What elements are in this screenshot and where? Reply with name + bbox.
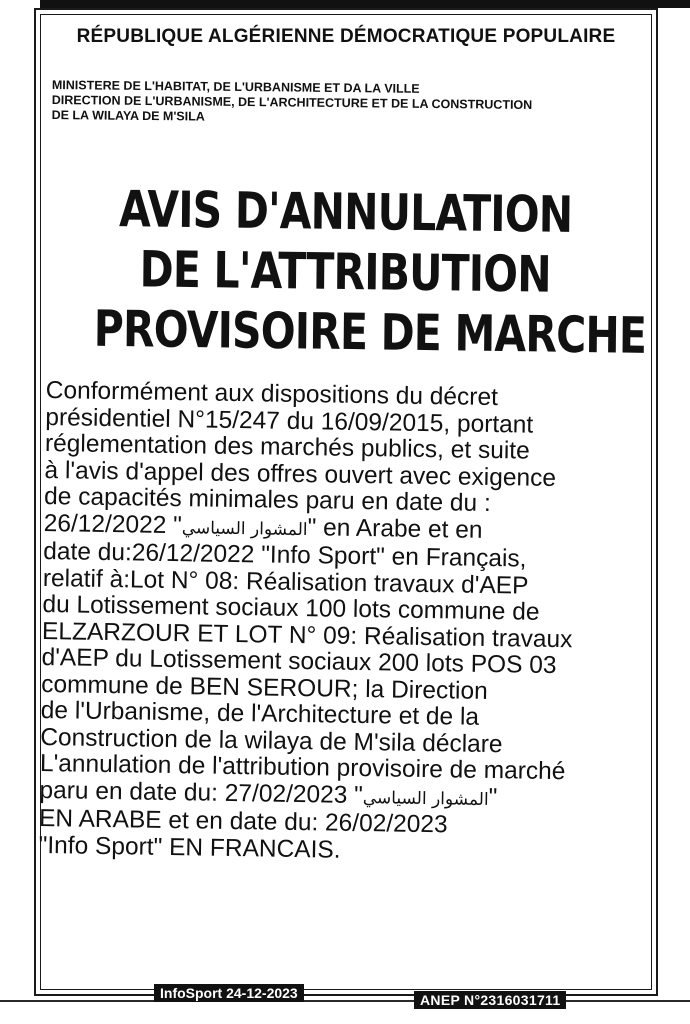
title-line: PROVISOIRE DE MARCHE xyxy=(93,299,647,365)
anep-number-badge: ANEP N°2316031711 xyxy=(414,991,566,1009)
publication-date-badge: InfoSport 24-12-2023 xyxy=(154,984,304,1002)
body-line: à l'avis d'appel des offres ouvert avec exigence xyxy=(44,456,557,492)
body-fragment: " xyxy=(488,783,498,811)
body-fragment: " en Arabe et en xyxy=(307,513,483,544)
body-fragment: paru en date du: 27/02/2023 " xyxy=(39,776,364,809)
notice-body xyxy=(38,378,655,869)
ministry-line: DIRECTION DE L'URBANISME, DE L'ARCHITECTURE ET DE LA CONSTRUCTION xyxy=(51,92,533,113)
bottom-rule xyxy=(0,1000,690,1002)
body-line: présidentiel N°15/247 du 16/09/2015, portant xyxy=(45,403,534,439)
arabic-newspaper-name: المشوار السياسي xyxy=(181,517,308,540)
body-fragment: 26/12/2022 " xyxy=(43,509,183,539)
republic-heading: RÉPUBLIQUE ALGÉRIENNE DÉMOCRATIQUE POPULAIRE xyxy=(76,26,616,47)
body-line: EN ARABE et en date du: 26/02/2023 xyxy=(38,804,448,839)
ministry-line: MINISTERE DE L'HABITAT, DE L'URBANISME ET DA LA VILLE xyxy=(51,78,420,96)
title-line: AVIS D'ANNULATION xyxy=(118,180,573,244)
body-line: du Lotissement sociaux 100 lots commune de xyxy=(42,590,540,626)
body-line: ELZARZOUR ET LOT N° 09: Réalisation travaux xyxy=(41,617,573,653)
body-line: réglementation des marchés publics, et suite xyxy=(44,429,530,465)
body-line: de capacités minimales paru en date du : xyxy=(43,482,492,518)
ministry-block xyxy=(52,78,642,129)
body-line: relatif à:Lot N° 08: Réalisation travaux d'AEP xyxy=(42,564,529,600)
body-line: Conformément aux dispositions du décret xyxy=(45,377,499,412)
body-line: d'AEP du Lotissement sociaux 200 lots POS 03 xyxy=(41,643,557,680)
top-dark-strip xyxy=(40,0,690,8)
body-line: Construction de la wilaya de M'sila déclare xyxy=(40,723,503,758)
ministry-line: DE LA WILAYA DE M'SILA xyxy=(51,107,205,124)
body-line: commune de BEN SEROUR; la Direction xyxy=(40,670,488,705)
arabic-newspaper-name: المشوار السياسي xyxy=(362,787,489,810)
body-line: date du:26/12/2022 "Info Sport" en Français, xyxy=(43,537,527,573)
body-line: de l'Urbanisme, de l'Architecture et de la xyxy=(40,696,480,731)
notice-title xyxy=(93,179,647,365)
title-line: DE L'ATTRIBUTION xyxy=(139,240,551,304)
body-line: "Info Sport" EN FRANCAIS. xyxy=(38,831,341,864)
body-line: L'annulation de l'attribution provisoire de marché xyxy=(39,749,566,786)
